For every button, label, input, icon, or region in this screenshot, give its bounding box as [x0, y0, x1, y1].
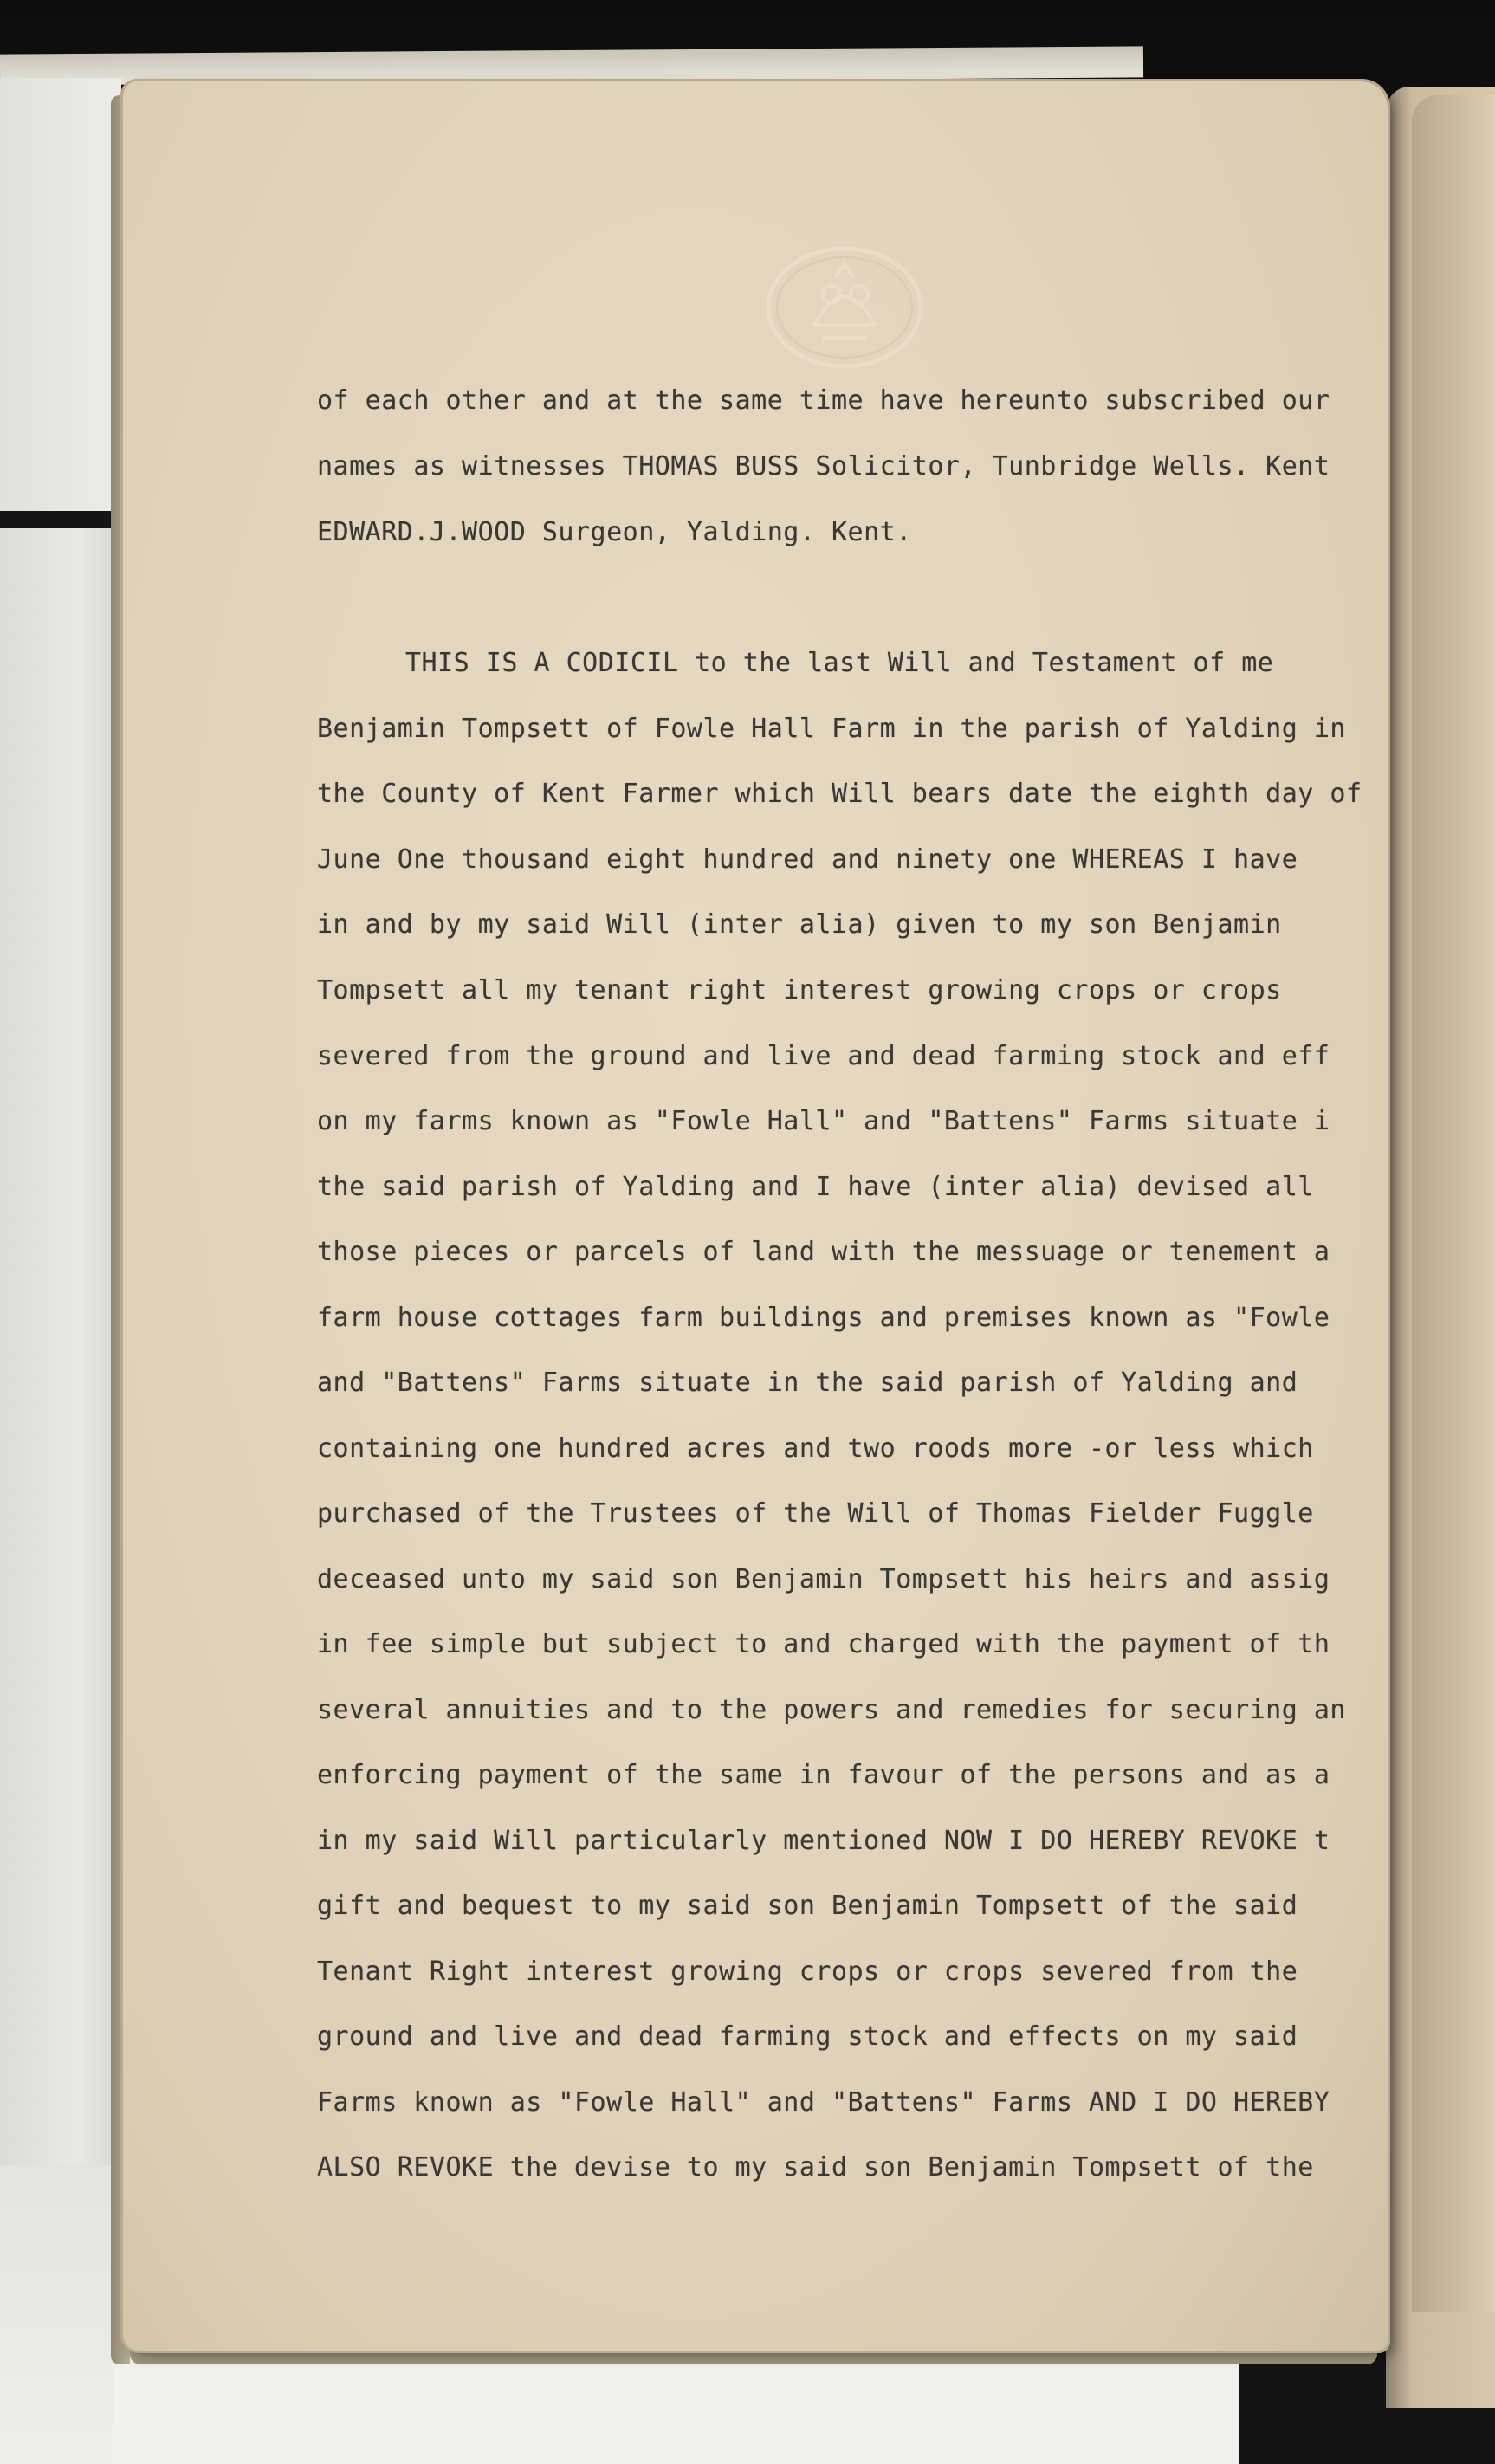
back-sheet-upper	[0, 78, 121, 511]
text-line: enforcing payment of the same in favour of the persons and as a	[317, 1760, 1330, 1790]
typed-text-body	[317, 0, 1391, 2464]
text-line: and "Battens" Farms situate in the said parish of Yalding and	[317, 1368, 1298, 1398]
text-line: in fee simple but subject to and charged with the payment of th	[317, 1629, 1330, 1659]
text-line: gift and bequest to my said son Benjamin Tompsett of the said	[317, 1891, 1298, 1921]
text-line: the County of Kent Farmer which Will bears date the eighth day of	[317, 779, 1362, 809]
text-line: on my farms known as "Fowle Hall" and "Battens" Farms situate i	[317, 1106, 1330, 1136]
text-line: Farms known as "Fowle Hall" and "Battens" Farms AND I DO HEREBY	[317, 2087, 1330, 2118]
text-line: of each other and at the same time have hereunto subscribed our	[317, 385, 1330, 416]
next-page-inner-edge	[1412, 95, 1495, 2312]
text-line: THIS IS A CODICIL to the last Will and Testament of me	[405, 648, 1274, 678]
text-line: severed from the ground and live and dead farming stock and eff	[317, 1041, 1330, 1071]
text-line: ground and live and dead farming stock and effects on my said	[317, 2021, 1298, 2052]
text-line: purchased of the Trustees of the Will of Thomas Fielder Fuggle	[317, 1498, 1314, 1529]
text-line: in my said Will particularly mentioned NOW I DO HEREBY REVOKE t	[317, 1826, 1330, 1856]
text-line: Tompsett all my tenant right interest growing crops or crops	[317, 975, 1282, 1006]
text-line: Tenant Right interest growing crops or crops severed from the	[317, 1956, 1298, 1987]
text-line: June One thousand eight hundred and ninety one WHEREAS I have	[317, 844, 1298, 875]
text-line: containing one hundred acres and two roods more -or less which	[317, 1433, 1314, 1464]
text-line: in and by my said Will (inter alia) given to my son Benjamin	[317, 909, 1282, 940]
text-line: EDWARD.J.WOOD Surgeon, Yalding. Kent.	[317, 517, 912, 547]
text-line: deceased unto my said son Benjamin Tompsett his heirs and assig	[317, 1564, 1330, 1594]
text-line: ALSO REVOKE the devise to my said son Benjamin Tompsett of the	[317, 2152, 1314, 2183]
text-line: the said parish of Yalding and I have (inter alia) devised all	[317, 1172, 1314, 1202]
text-line: those pieces or parcels of land with the messuage or tenement a	[317, 1237, 1330, 1267]
text-line: Benjamin Tompsett of Fowle Hall Farm in the parish of Yalding in	[317, 714, 1346, 744]
text-line: names as witnesses THOMAS BUSS Solicitor, Tunbridge Wells. Kent	[317, 451, 1330, 482]
text-line: several annuities and to the powers and remedies for securing an	[317, 1695, 1346, 1725]
text-line: farm house cottages farm buildings and premises known as "Fowle	[317, 1303, 1330, 1333]
